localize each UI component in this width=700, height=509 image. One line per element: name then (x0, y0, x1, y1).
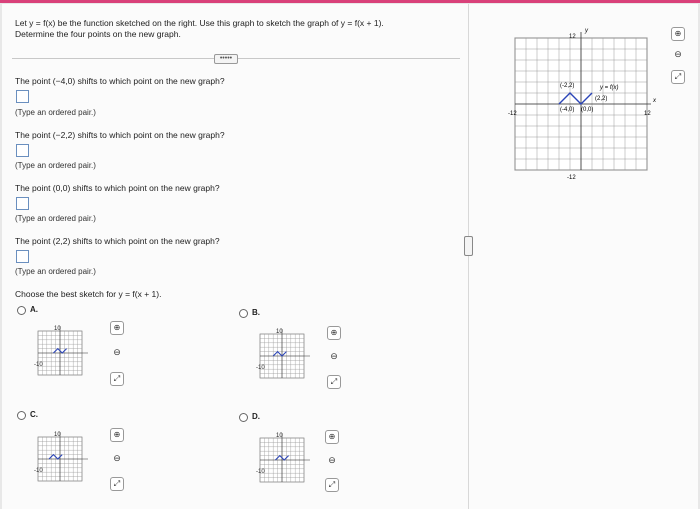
main-point-label-1: (-2,2) (560, 83, 575, 89)
main-popout-icon[interactable]: ⤢ (671, 70, 685, 84)
main-zoom-in-icon[interactable]: ⊕ (671, 27, 685, 41)
option-d-label[interactable]: D. (252, 412, 260, 421)
option-d-zoom-out-icon[interactable]: ⊖ (328, 455, 336, 465)
option-c-axis-pos: 10 (54, 432, 61, 438)
answer-3-input[interactable] (16, 197, 29, 210)
option-d-popout-icon[interactable]: ⤢ (325, 478, 339, 492)
top-accent-bar (0, 0, 700, 3)
answer-2-hint: (Type an ordered pair.) (15, 161, 96, 170)
option-a-zoom-in-icon[interactable]: ⊕ (110, 321, 124, 335)
pane-divider (468, 4, 469, 509)
option-c-axis-neg: -10 (34, 468, 43, 474)
option-d-axis-pos: 10 (276, 433, 283, 439)
option-b-zoom-in-icon[interactable]: ⊕ (327, 326, 341, 340)
answer-1-input[interactable] (16, 90, 29, 103)
main-point-label-2: (2,2) (595, 96, 608, 102)
option-a-zoom-out-icon[interactable]: ⊖ (113, 347, 121, 357)
answer-1-hint: (Type an ordered pair.) (15, 108, 96, 117)
option-c-popout-icon[interactable]: ⤢ (110, 477, 124, 491)
prompt-line-1: Let y = f(x) be the function sketched on the right. Use this graph to sketch the graph of y = f(x + 1). (15, 18, 384, 28)
option-a-radio[interactable] (17, 306, 26, 315)
question-2-text: The point (−2,2) shifts to which point on the new graph? (15, 130, 225, 140)
answer-4-input[interactable] (16, 250, 29, 263)
expand-button[interactable]: ••••• (214, 54, 238, 64)
option-a-axis-pos: 10 (54, 326, 61, 332)
option-a-graph (30, 321, 100, 391)
question-1-text: The point (−4,0) shifts to which point on the new graph? (15, 76, 225, 86)
option-a-label[interactable]: A. (30, 305, 38, 314)
option-c-zoom-out-icon[interactable]: ⊖ (113, 453, 121, 463)
option-b-label[interactable]: B. (252, 308, 260, 317)
option-b-graph (252, 324, 322, 394)
main-point-label-4: (0,0) (581, 107, 594, 113)
main-x-axis-label: x (653, 98, 656, 104)
question-4-text: The point (2,2) shifts to which point on the new graph? (15, 236, 220, 246)
option-c-graph (30, 427, 100, 497)
option-d-graph (252, 428, 322, 498)
main-legend-label: y = f(x) (600, 85, 619, 91)
main-y-min-label: -12 (567, 175, 576, 181)
main-y-axis-label: y (585, 28, 588, 34)
main-y-max-label: 12 (569, 34, 576, 40)
answer-3-hint: (Type an ordered pair.) (15, 214, 96, 223)
pane-resize-handle[interactable] (464, 236, 473, 256)
question-3-text: The point (0,0) shifts to which point on the new graph? (15, 183, 220, 193)
choose-sketch-label: Choose the best sketch for y = f(x + 1). (15, 289, 162, 299)
prompt-line-2: Determine the four points on the new graph. (15, 29, 181, 39)
option-b-radio[interactable] (239, 309, 248, 318)
option-a-popout-icon[interactable]: ⤢ (110, 372, 124, 386)
option-c-label[interactable]: C. (30, 410, 38, 419)
option-b-popout-icon[interactable]: ⤢ (327, 375, 341, 389)
option-a-axis-neg: -10 (34, 362, 43, 368)
option-b-zoom-out-icon[interactable]: ⊖ (330, 351, 338, 361)
main-zoom-out-icon[interactable]: ⊖ (674, 49, 682, 59)
option-b-axis-pos: 10 (276, 329, 283, 335)
question-prompt (15, 18, 455, 40)
main-function-graph (505, 24, 655, 184)
main-point-label-3: (-4,0) (560, 107, 575, 113)
main-x-min-label: -12 (508, 111, 517, 117)
option-d-axis-neg: -10 (256, 469, 265, 475)
answer-4-hint: (Type an ordered pair.) (15, 267, 96, 276)
option-d-radio[interactable] (239, 413, 248, 422)
option-d-zoom-in-icon[interactable]: ⊕ (325, 430, 339, 444)
option-c-zoom-in-icon[interactable]: ⊕ (110, 428, 124, 442)
option-b-axis-neg: -10 (256, 365, 265, 371)
option-c-radio[interactable] (17, 411, 26, 420)
main-x-max-label: 12 (644, 111, 651, 117)
answer-2-input[interactable] (16, 144, 29, 157)
